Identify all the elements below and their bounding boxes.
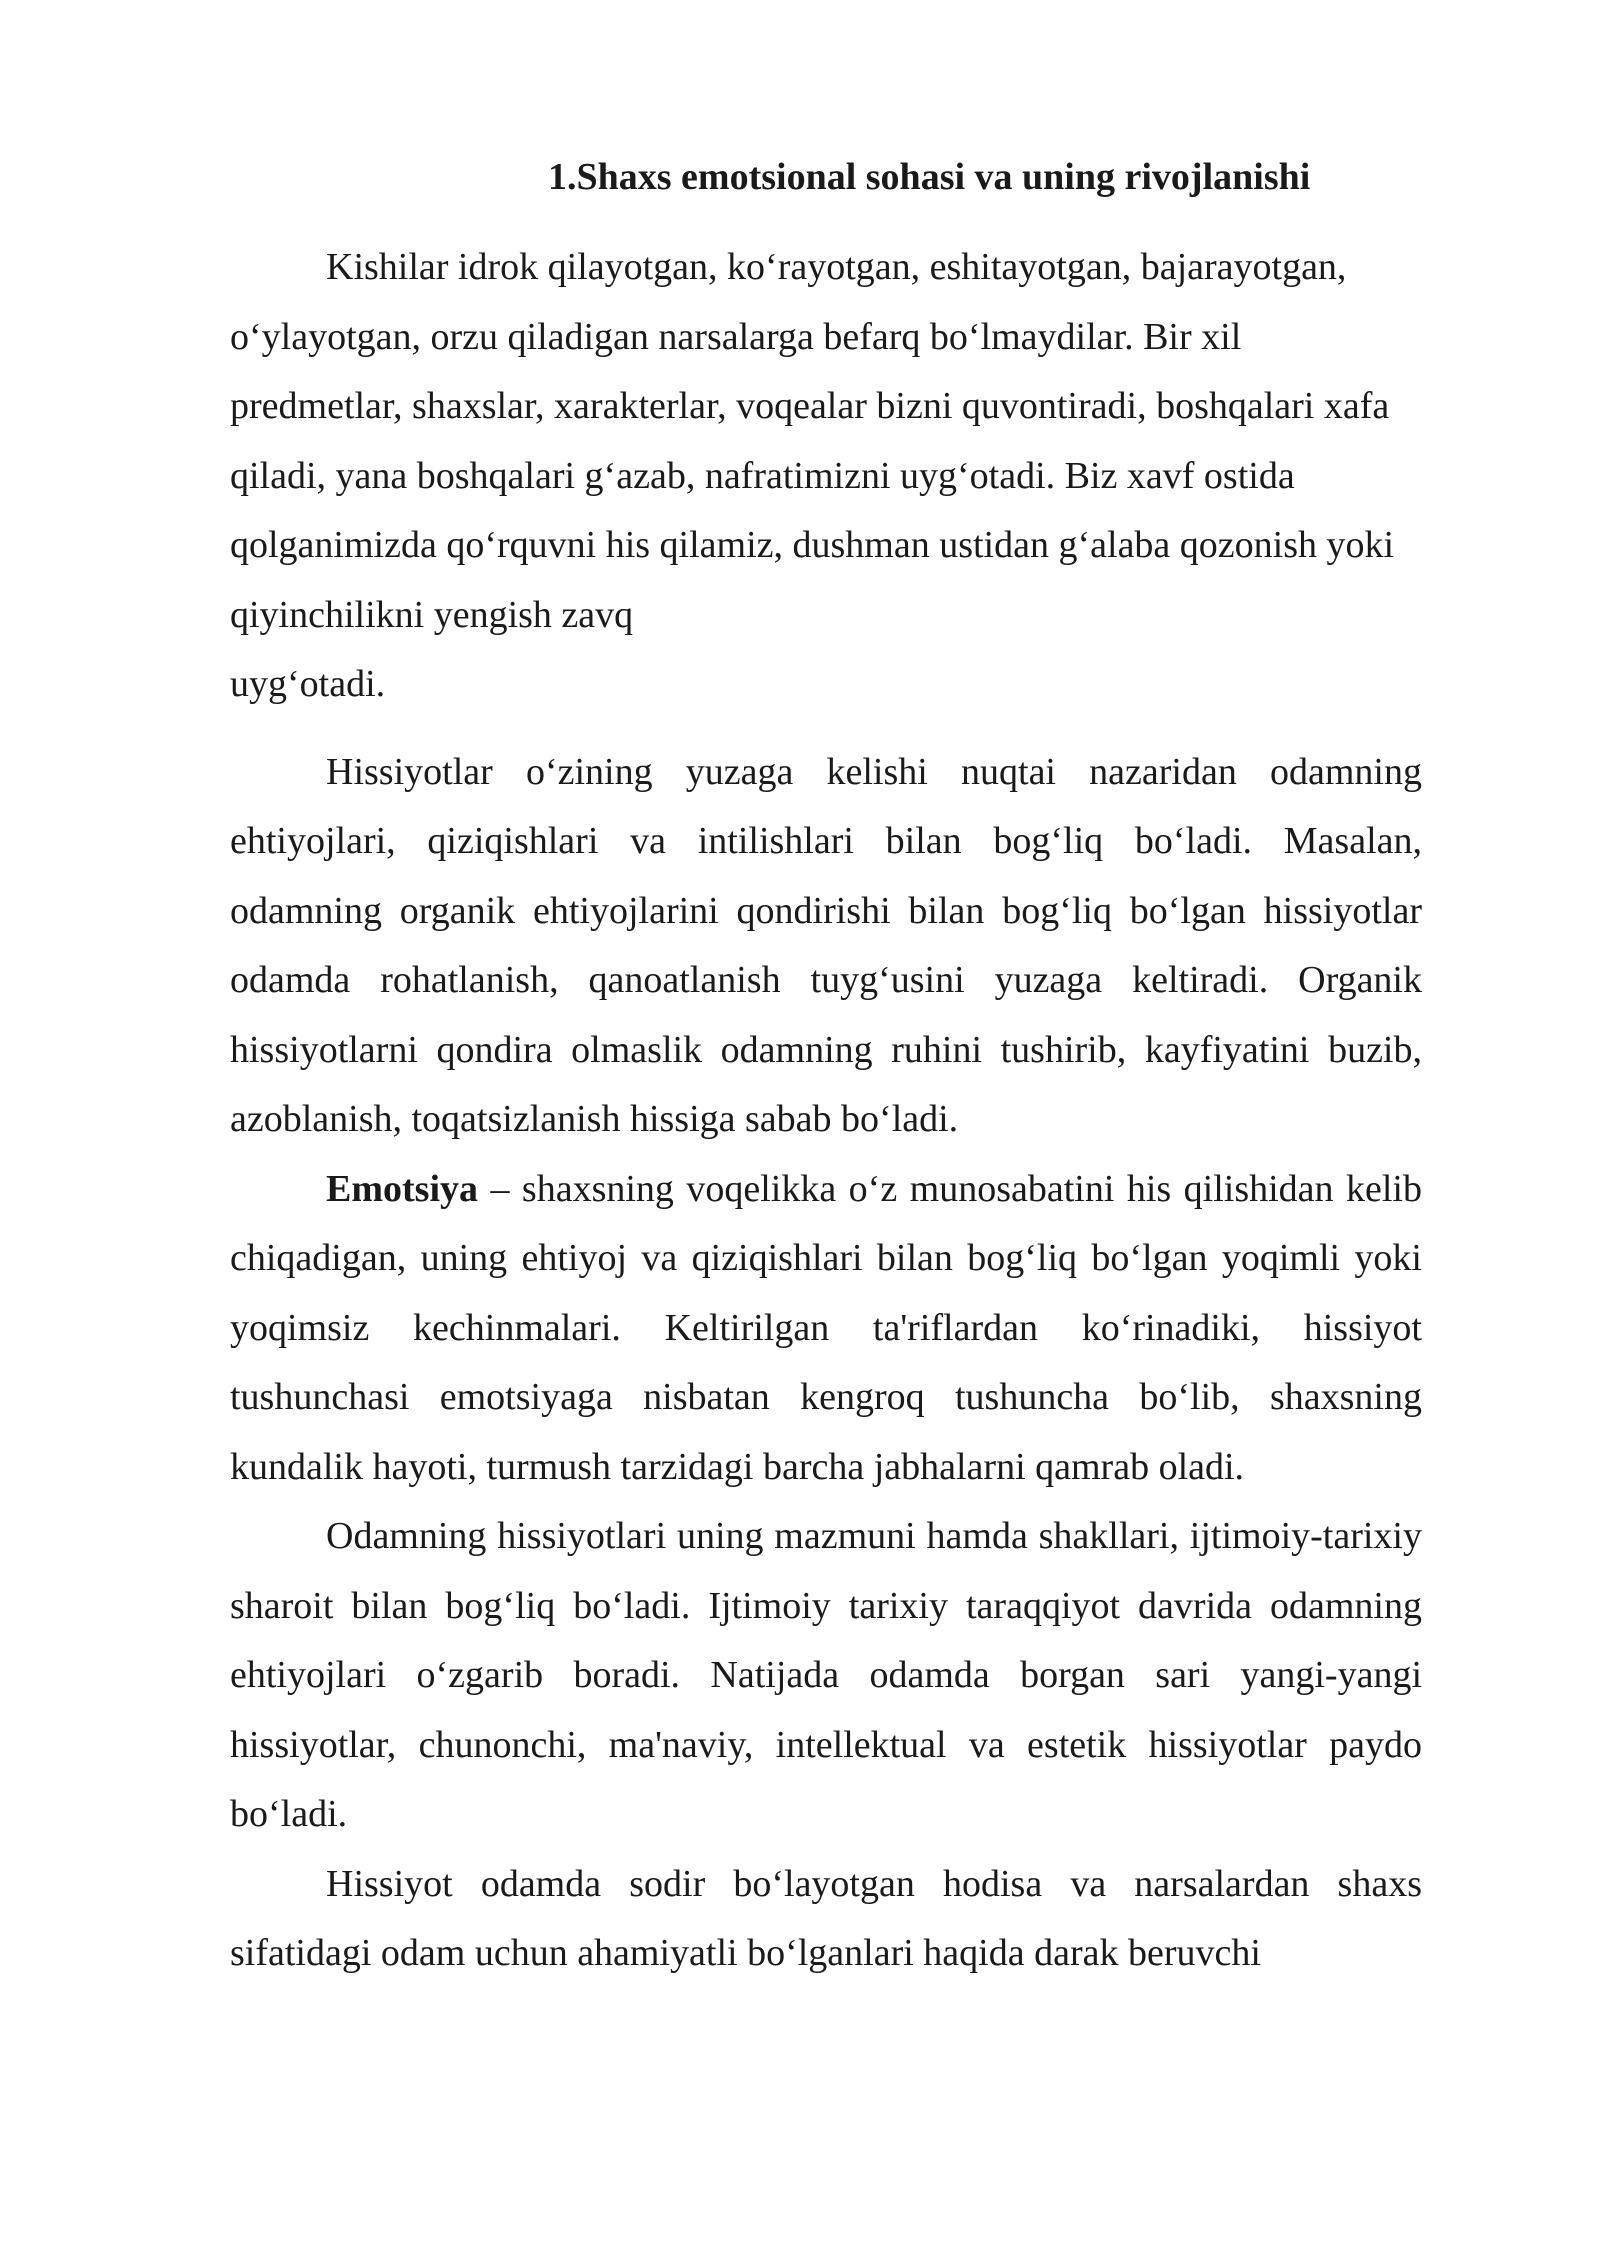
paragraph-1 bbox=[230, 233, 1422, 720]
paragraph-3-text: – shaxsning voqelikka o‘z munosabatini his qilishidan kelib chiqadigan, uning ehtiyoj va qiziqishlari bilan bog‘liq bo‘lgan yoqimli yoki yoqimsiz kechinmalari. Keltirilgan ta'riflardan ko‘rinadiki, hissiyot tushunchasi emotsiyaga nisbatan kengroq tushuncha bo‘lib, shaxsning kundalik hayoti, turmush tarzidagi barcha jabhalarni qamrab oladi. bbox=[230, 1167, 1422, 1488]
paragraph-1-tail: uyg‘otadi. bbox=[230, 663, 386, 705]
paragraph-2: Hissiyotlar o‘zining yuzaga kelishi nuqtai nazaridan odamning ehtiyojlari, qiziqishlari va intilishlari bilan bog‘liq bo‘ladi. Masalan, odamning organik ehtiyojlarini qondirishi bilan bog‘liq bo‘lgan hissiyotlar odamda rohatlanish, qanoatlanish tuyg‘usini yuzaga keltiradi. Organik hissiyotlarni qondira olmaslik odamning ruhini tushirib, kayfiyatini buzib, azoblanish, toqatsizlanish hissiga sabab bo‘ladi. bbox=[230, 750, 1422, 1140]
document-body bbox=[230, 233, 1422, 1989]
paragraph-3-term: Emotsiya bbox=[326, 1167, 478, 1210]
paragraph-4: Odamning hissiyotlari uning mazmuni hamda shakllari, ijtimoiy-tarixiy sharoit bilan bog‘liq bo‘ladi. Ijtimoiy tarixiy taraqqiyot davrida odamning ehtiyojlari o‘zgarib boradi. Natijada odamda borgan sari yangi-yangi hissiyotlar, chunonchi, ma'naviy, intellektual va estetik hissiyotlar paydo bo‘ladi. bbox=[230, 1515, 1422, 1835]
paragraph-3 bbox=[230, 1155, 1422, 1503]
document-title: 1.Shaxs emotsional sohasi va uning rivojlanishi bbox=[548, 156, 1311, 198]
paragraph-1-text: Kishilar idrok qilayotgan, ko‘rayotgan, eshitayotgan, bajarayotgan, o‘ylayotgan, orzu qiladigan narsalarga befarq bo‘lmaydilar. Bir xil predmetlar, shaxslar, xarakterlar, voqealar bizni quvontiradi, boshqalari xafa qiladi, yana boshqalari g‘azab, nafratimizni uyg‘otadi. Biz xavf ostida qolganimizda qo‘rquvni his qilamiz, dushman ustidan g‘alaba qozonish yoki qiyinchilikni yengish zavq bbox=[230, 246, 1395, 636]
paragraph-5: Hissiyot odamda sodir bo‘layotgan hodisa va narsalardan shaxs sifatidagi odam uchun ahamiyatli bo‘lganlari haqida darak beruvchi bbox=[230, 1862, 1422, 1974]
